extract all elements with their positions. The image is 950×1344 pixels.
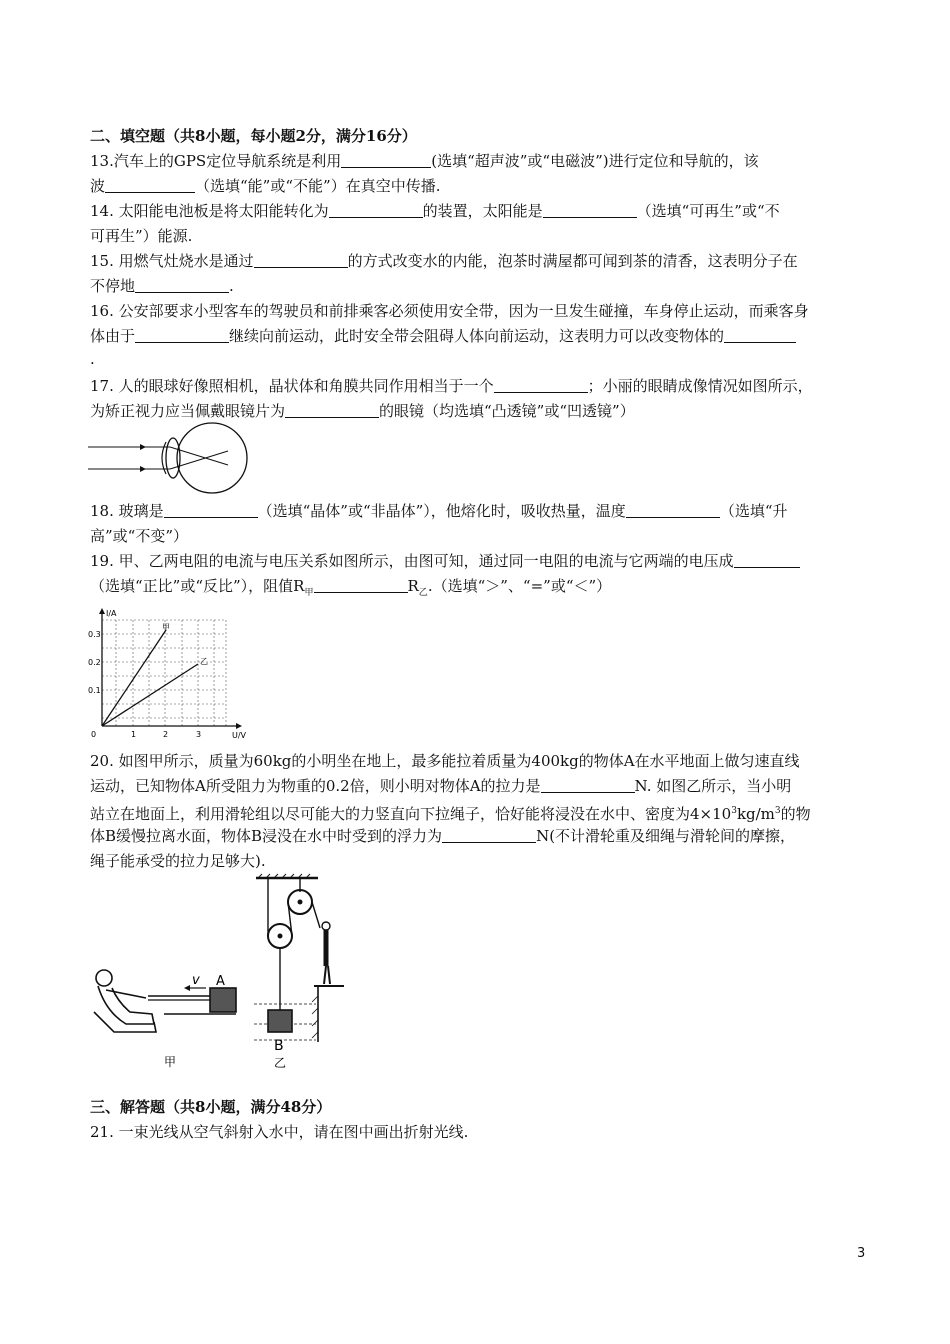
answer-blank	[734, 552, 800, 568]
answer-blank	[341, 152, 431, 168]
x-tick-label: 1	[131, 730, 137, 739]
question-13-line-1: 13.汽车上的GPS定位导航系统是利用 (选填“超声波”或“电磁波”)进行定位和导航的，该	[90, 152, 759, 170]
y-tick-label: 0.2	[88, 658, 101, 667]
x-tick-label: 0	[91, 730, 97, 739]
answer-blank	[442, 827, 536, 843]
answer-blank	[541, 777, 635, 793]
caption-jia: 甲	[164, 1055, 177, 1069]
velocity-label: v	[192, 973, 200, 988]
answer-blank	[135, 327, 229, 343]
question-20-line-3: 站立在地面上，利用滑轮组以尽可能大的力竖直向下拉绳子，恰好能将浸没在水中、密度为$4\times 10^3kg/m^3$的物	[90, 805, 811, 823]
x-tick-label: 2	[163, 730, 169, 739]
answer-blank	[254, 252, 348, 268]
answer-blank	[626, 502, 720, 518]
answer-blank	[494, 377, 588, 393]
question-18-line-1: 18. 玻璃是 （选填“晶体”或“非晶体”），他熔化时，吸收热量，温度 （选填“升	[90, 502, 788, 520]
figure-yi	[254, 874, 344, 1070]
block-b	[268, 1010, 292, 1032]
line-jia-label: 甲	[162, 623, 170, 632]
question-16-line-3: .	[90, 350, 95, 368]
question-20-line-5: 绳子能承受的拉力足够大).	[90, 852, 266, 870]
pulley-diagram	[86, 872, 346, 1072]
question-14-line-1: 14. 太阳能电池板是将太阳能转化为 的装置，太阳能是 （选填“可再生”或“不	[90, 202, 780, 220]
question-19-line-1: 19. 甲、乙两电阻的电流与电压关系如图所示，由图可知，通过同一电阻的电流与它两端的电压成	[90, 551, 800, 571]
question-16-line-2: 体由于 继续向前运动，此时安全带会阻碍人体向前运动，这表明力可以改变物体的	[90, 326, 796, 346]
question-15-line-1: 15. 用燃气灶烧水是通过 的方式改变水的内能，泡茶时满屋都可闻到茶的清香，这表明分子在	[90, 252, 798, 270]
y-tick-label: 0.3	[88, 630, 101, 639]
line-yi-label: 乙	[200, 657, 208, 666]
answer-blank	[724, 327, 796, 343]
block-a	[210, 988, 236, 1012]
answer-blank	[164, 502, 258, 518]
question-13-line-2: 波 （选填“能”或“不能”）在真空中传播.	[90, 177, 441, 195]
line-yi	[102, 664, 198, 726]
line-jia	[102, 630, 166, 726]
page-number: 3	[857, 1246, 866, 1261]
y-tick-label: 0.1	[88, 686, 101, 695]
section-3-heading: 三、解答题（共8小题，满分48分）	[90, 1098, 332, 1116]
y-axis-label: I/A	[106, 609, 117, 618]
block-a-label: A	[216, 974, 225, 989]
section-2-heading: 二、填空题（共8小题，每小题2分，满分16分）	[90, 127, 417, 145]
x-axis-label: U/V	[232, 731, 247, 740]
question-20-line-4: 体B缓慢拉离水面，物体B浸没在水中时受到的浮力为 N(不计滑轮重及细绳与滑轮间的摩擦，	[90, 827, 796, 845]
eye-diagram	[88, 422, 248, 494]
answer-blank	[135, 277, 229, 293]
question-19-line-2: （选填“正比”或“反比”），阻值$R_甲$ $R_乙$.（选填“＞”、“=”或“＜”）	[90, 577, 612, 598]
x-tick-label: 3	[196, 730, 202, 739]
question-15-line-2: 不停地 .	[90, 277, 234, 295]
answer-blank	[105, 177, 195, 193]
answer-blank	[543, 202, 637, 218]
question-18-line-2: 高”或“不变”）	[90, 527, 189, 545]
answer-blank	[285, 402, 379, 418]
question-14-line-2: 可再生”）能源.	[90, 227, 193, 245]
answer-blank	[329, 202, 423, 218]
question-17-line-2: 为矫正视力应当佩戴眼镜片为 的眼镜（均选填“凸透镜”或“凹透镜”）	[90, 402, 635, 420]
question-20-line-1: 20. 如图甲所示，质量为60kg的小明坐在地上，最多能拉着质量为400kg的物体A在水平地面上做匀速直线	[90, 752, 800, 770]
block-b-label: B	[274, 1038, 284, 1054]
answer-blank	[314, 577, 408, 593]
question-21: 21. 一束光线从空气斜射入水中，请在图中画出折射光线.	[90, 1123, 469, 1141]
question-16-line-1: 16. 公安部要求小型客车的驾驶员和前排乘客必须使用安全带，因为一旦发生碰撞，车身停止运动，而乘客身	[90, 302, 809, 320]
figure-jia	[94, 970, 236, 1069]
question-17-line-1: 17. 人的眼球好像照相机，晶状体和角膜共同作用相当于一个 ；小丽的眼睛成像情况如图所示，	[90, 377, 813, 395]
current-voltage-graph	[86, 606, 256, 742]
question-20-line-2: 运动，已知物体A所受阻力为物重的0.2倍，则小明对物体A的拉力是 N. 如图乙所示，当小明	[90, 777, 792, 795]
caption-yi: 乙	[274, 1056, 287, 1070]
